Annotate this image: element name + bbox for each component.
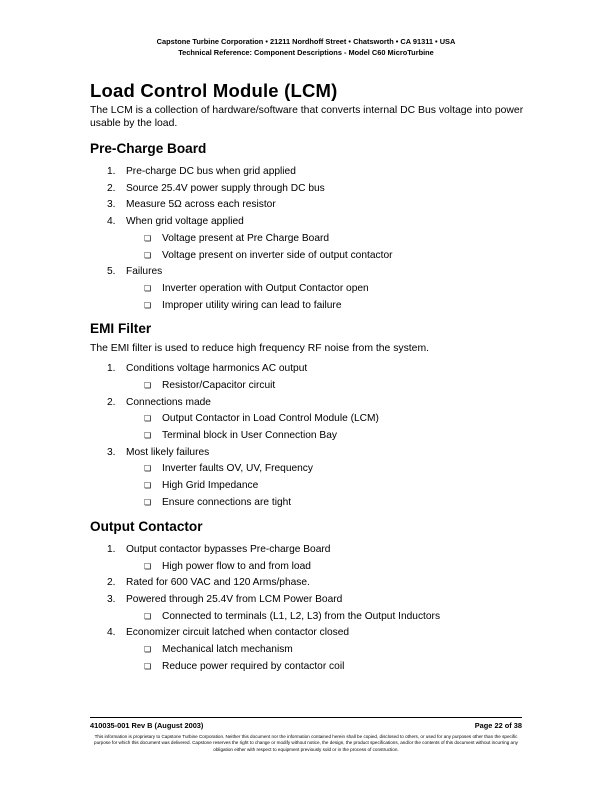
emi-intro-paragraph: The EMI filter is used to reduce high frequency RF noise from the system.: [90, 343, 429, 354]
sub-item-text: Terminal block in User Connection Bay: [162, 430, 337, 441]
item-text: Economizer circuit latched when contactor closed: [126, 627, 350, 638]
item-number: 3.: [107, 199, 116, 210]
sub-item-text: Inverter faults OV, UV, Frequency: [162, 463, 313, 474]
item-text: Pre-charge DC bus when grid applied: [126, 166, 296, 177]
footer-disclaimer: This information is proprietary to Capstone Turbine Corporation. Neither this document nor the information contained herein shall be copied, disclosed to others, or used for any purposes other than the specific purpose for which this document was delivered. Capstone reserves the right to change or modify without notice, the design, the product specifications, and/or the contents of this document without incurring any obligation either with respect to equipment previously sold or in the process of construction.: [94, 734, 518, 752]
footer-divider: [90, 717, 522, 718]
section-heading-precharge: Pre-Charge Board: [90, 141, 207, 156]
item-number: 3.: [107, 594, 116, 605]
item-number: 2.: [107, 397, 116, 408]
item-number: 5.: [107, 266, 116, 277]
sub-item-text: Inverter operation with Output Contactor open: [162, 283, 369, 294]
sub-item-text: Voltage present on inverter side of output contactor: [162, 250, 393, 261]
intro-paragraph: The LCM is a collection of hardware/software that converts internal DC Bus voltage into power usable by the load.: [90, 105, 524, 130]
checkbox-bullet-icon: ❏: [144, 498, 152, 507]
checkbox-bullet-icon: ❏: [144, 414, 152, 423]
page-header: [0, 37, 612, 58]
item-number: 4.: [107, 627, 116, 638]
item-number: 1.: [107, 363, 116, 374]
page-number: Page 22 of 38: [474, 721, 522, 730]
item-text: Failures: [126, 266, 163, 277]
sub-item-text: High Grid Impedance: [162, 480, 259, 491]
sub-item-text: Improper utility wiring can lead to failure: [162, 300, 342, 311]
sub-item-text: High power flow to and from load: [162, 561, 311, 572]
checkbox-bullet-icon: ❏: [144, 431, 152, 440]
document-number: 410035-001 Rev B (August 2003): [90, 721, 204, 730]
item-text: Measure 5Ω across each resistor: [126, 199, 276, 210]
sub-item-text: Connected to terminals (L1, L2, L3) from the Output Inductors: [162, 611, 441, 622]
section-heading-emi: EMI Filter: [90, 321, 152, 336]
item-text: Connections made: [126, 397, 211, 408]
item-text: Output contactor bypasses Pre-charge Board: [126, 544, 331, 555]
item-text: Conditions voltage harmonics AC output: [126, 363, 308, 374]
item-text: Most likely failures: [126, 447, 210, 458]
item-text: Source 25.4V power supply through DC bus: [126, 183, 325, 194]
header-address: Capstone Turbine Corporation • 21211 Nordhoff Street • Chatsworth • CA 91311 • USA: [156, 37, 456, 46]
item-text: Rated for 600 VAC and 120 Arms/phase.: [126, 577, 310, 588]
header-subtitle: Technical Reference: Component Descriptions - Model C60 MicroTurbine: [178, 47, 434, 57]
item-number: 1.: [107, 166, 116, 177]
checkbox-bullet-icon: ❏: [144, 464, 152, 473]
checkbox-bullet-icon: ❏: [144, 251, 152, 260]
sub-item-text: Reduce power required by contactor coil: [162, 661, 345, 672]
checkbox-bullet-icon: ❏: [144, 381, 152, 390]
item-number: 3.: [107, 447, 116, 458]
checkbox-bullet-icon: ❏: [144, 562, 152, 571]
checkbox-bullet-icon: ❏: [144, 234, 152, 243]
sub-item-text: Resistor/Capacitor circuit: [162, 380, 276, 391]
checkbox-bullet-icon: ❏: [144, 645, 152, 654]
item-number: 4.: [107, 216, 116, 227]
sub-item-text: Voltage present at Pre Charge Board: [162, 233, 330, 244]
page-title: Load Control Module (LCM): [90, 80, 338, 101]
checkbox-bullet-icon: ❏: [144, 662, 152, 671]
sub-item-text: Mechanical latch mechanism: [162, 644, 293, 655]
sub-item-text: Output Contactor in Load Control Module (LCM): [162, 413, 379, 424]
item-text: Powered through 25.4V from LCM Power Board: [126, 594, 343, 605]
item-number: 2.: [107, 183, 116, 194]
item-text: When grid voltage applied: [126, 216, 244, 227]
checkbox-bullet-icon: ❏: [144, 301, 152, 310]
checkbox-bullet-icon: ❏: [144, 612, 152, 621]
checkbox-bullet-icon: ❏: [144, 284, 152, 293]
section-heading-output-contactor: Output Contactor: [90, 519, 203, 534]
sub-item-text: Ensure connections are tight: [162, 497, 292, 508]
item-number: 2.: [107, 577, 116, 588]
checkbox-bullet-icon: ❏: [144, 481, 152, 490]
item-number: 1.: [107, 544, 116, 555]
